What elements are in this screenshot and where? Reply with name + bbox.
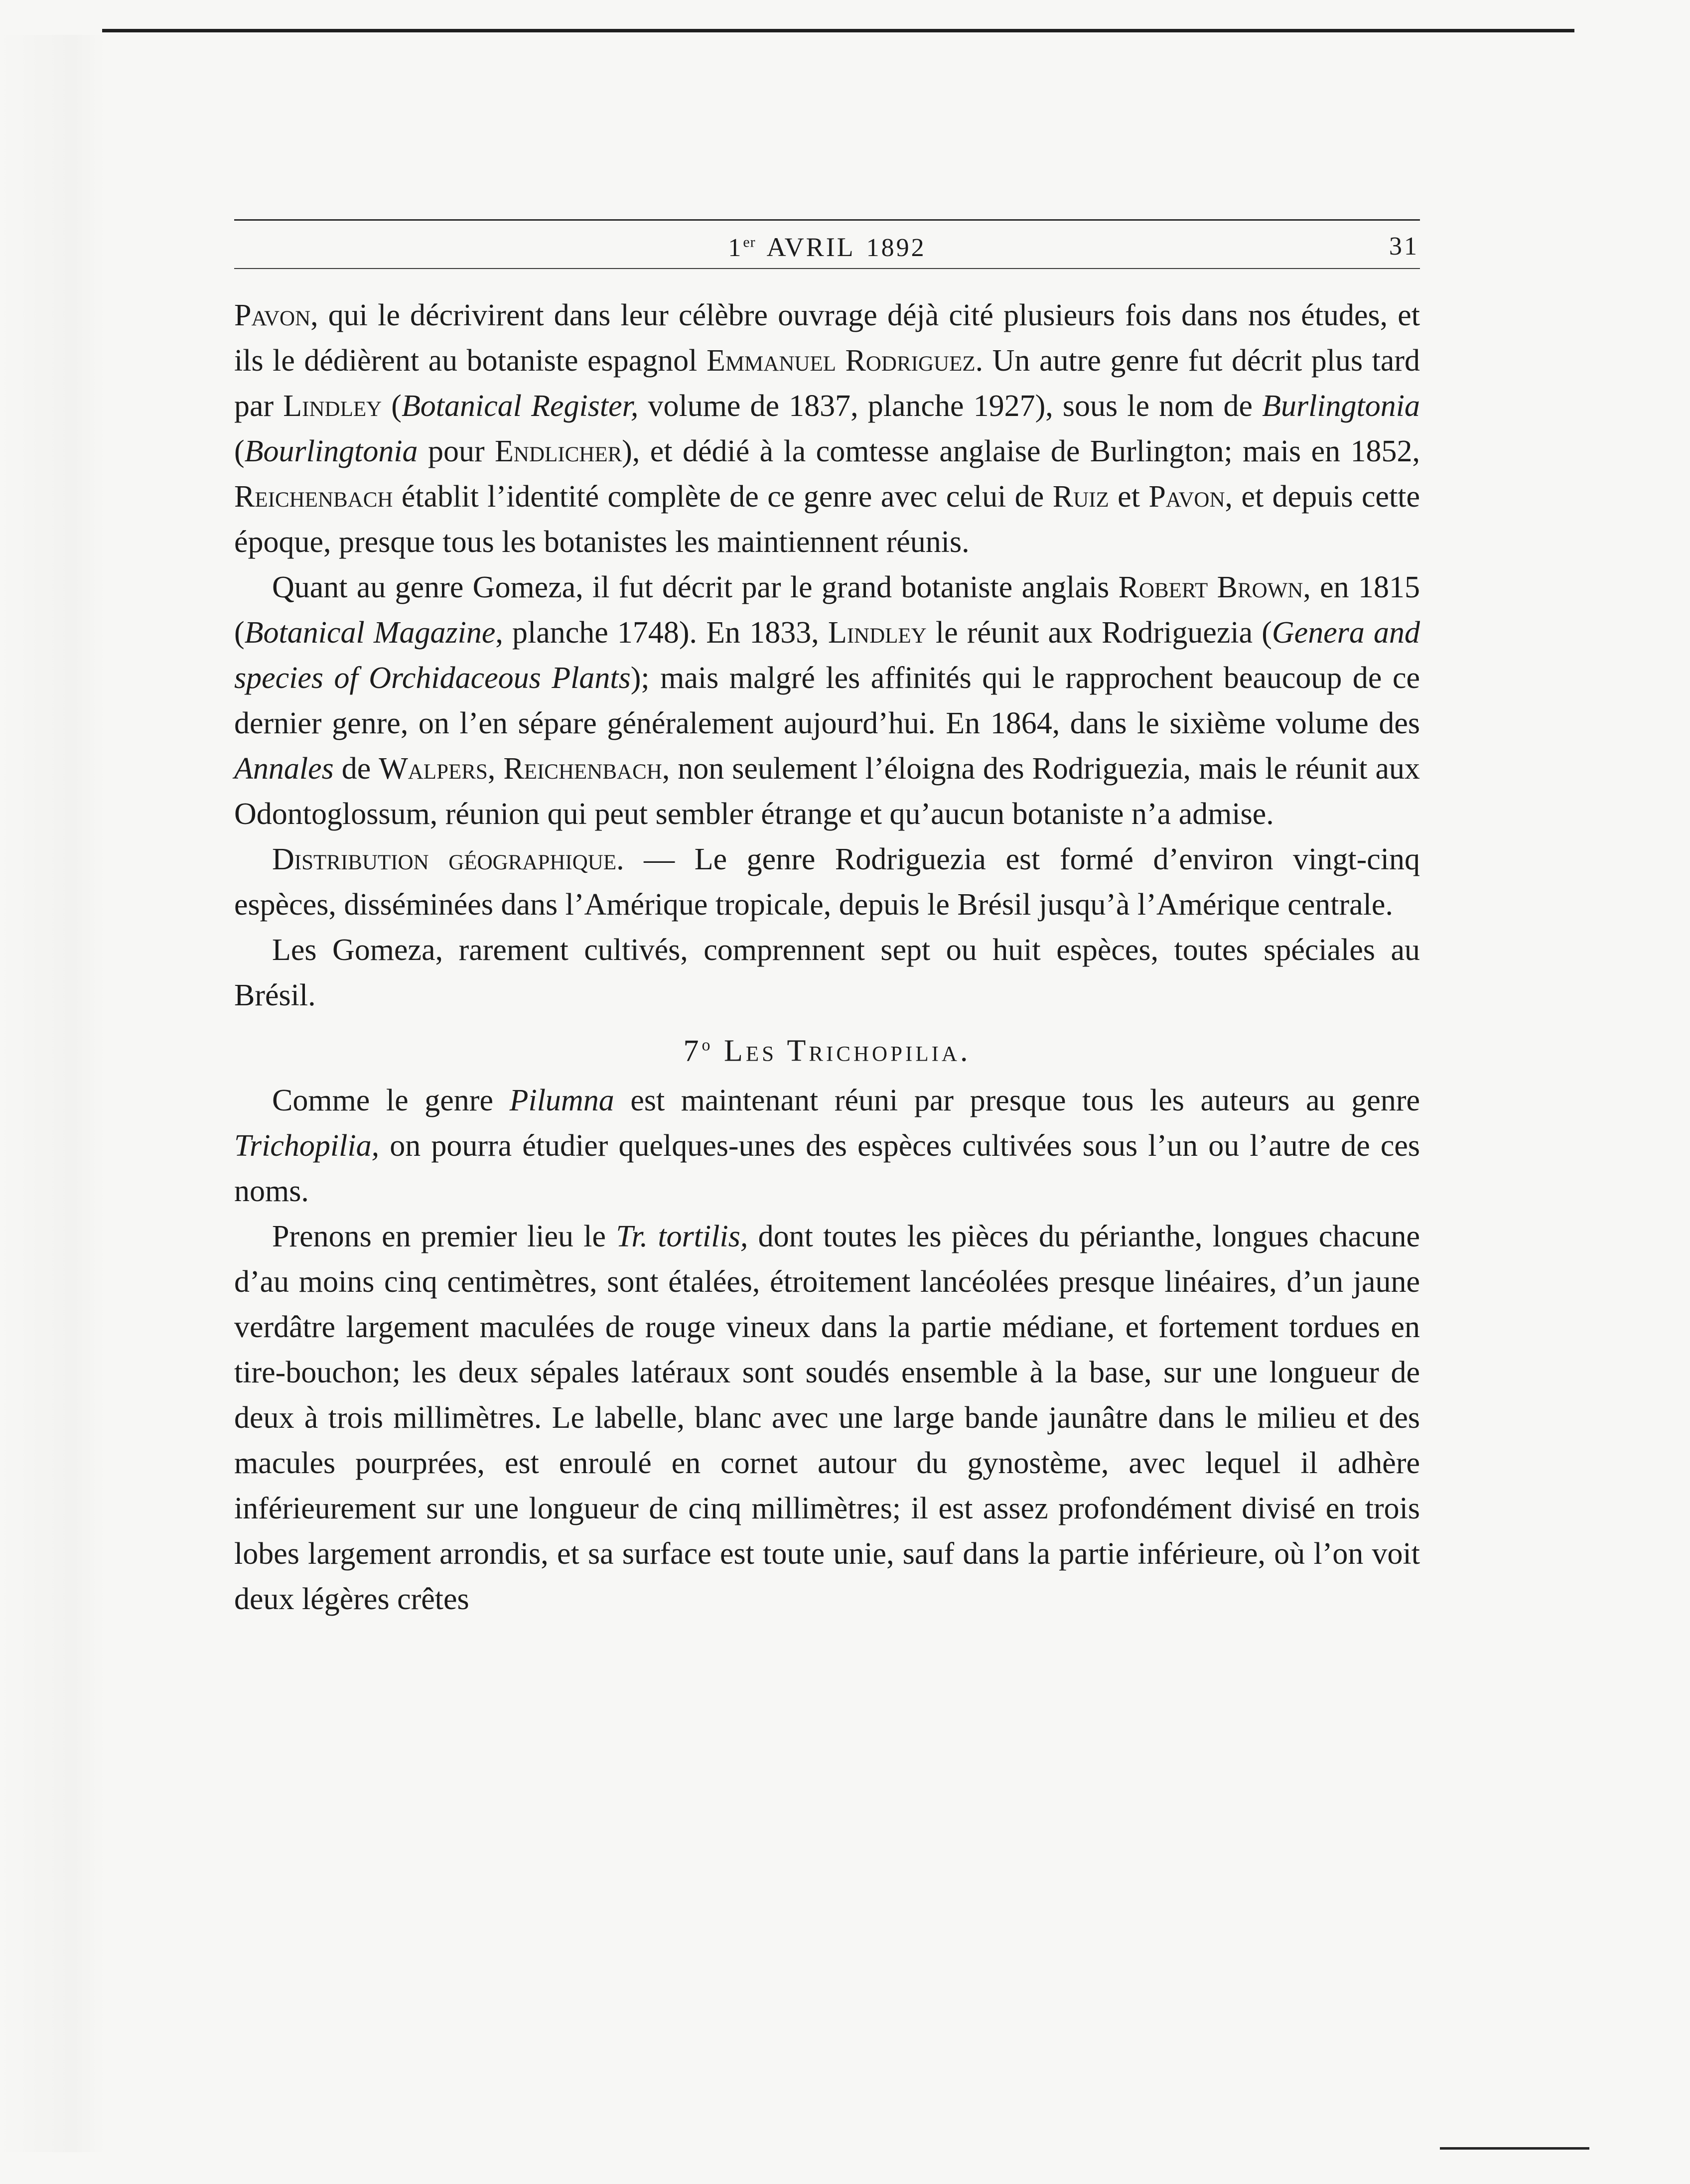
p2-run: , non seulement l’éloigna des Rodriguezia, mais le réunit aux Odontoglossum, réunion qui peut sembler étrange et qu’aucun botaniste n’a admise. <box>234 752 1420 831</box>
p1-run: volume de 1837, planche 1927), sous le nom de <box>638 389 1263 423</box>
p2-run: Annales <box>234 752 334 786</box>
p6-run: Prenons en premier lieu le <box>272 1219 616 1253</box>
p1-run: Burlingtonia <box>1262 389 1420 423</box>
p1-run: établit l’identité complète de ce genre avec celui de <box>393 480 1053 514</box>
p6-run: Tr. tortilis, <box>616 1219 748 1253</box>
running-head-day-suffix: er <box>743 234 756 251</box>
section-number-value: 7 <box>683 1034 702 1068</box>
p3-run: . — Le genre Rodriguezia est formé d’environ vingt-cinq espèces, disséminées dans l’Amérique tropicale, depuis le Brésil jusqu’à l’Amérique centrale. <box>234 842 1420 922</box>
scan-margin-shadow <box>0 35 105 2152</box>
p1-run: Bourlingtonia <box>244 434 418 468</box>
running-head-month: AVRIL <box>766 232 855 262</box>
p1-run: pour <box>418 434 495 468</box>
section-title: Les Trichopilia. <box>724 1034 971 1068</box>
p2-run: Botanical Magazine <box>244 616 496 650</box>
p2-run: Reichenbach <box>503 752 662 786</box>
paragraph-1 <box>234 293 1420 565</box>
p2-run: Quant au genre Gomeza, il fut décrit par le grand botaniste anglais <box>272 570 1119 604</box>
p2-run: , planche 1748). En 1833, <box>495 616 828 650</box>
p1-run: Pavon <box>1148 480 1225 514</box>
p5-run: Pilumna <box>509 1083 614 1117</box>
p1-run: Ruiz <box>1052 480 1109 514</box>
p6-run: dont toutes les pièces du périanthe, longues chacune d’au moins cinq centimètres, sont étalées, étroitement lancéolées presque linéaires, d’un jaune verdâtre largement maculées de rouge vineux dans la partie médiane, et fortement tordues en tire-bouchon; les deux sépales latéraux sont soudés ensemble à la base, sur une longueur de deux à trois millimètres. Le labelle, blanc avec une large bande jaunâtre dans le milieu et des macules pourprées, est enroulé en cornet autour du gynostème, avec lequel il adhère inférieurement sur une longueur de cinq millimètres; il est assez profondément divisé en trois lobes largement arrondis, et sa surface est toute unie, sauf dans la partie inférieure, où l’on voit deux légères crêtes <box>234 1219 1420 1616</box>
running-head-day: 1 <box>728 234 743 262</box>
running-head-date <box>234 232 1420 263</box>
section-number <box>684 1034 713 1068</box>
p1-run: ), et dédié à la comtesse anglaise de Burlington; mais en 1852, <box>622 434 1420 468</box>
p1-run: ( <box>382 389 402 423</box>
p5-run: est maintenant réuni par presque tous les auteurs au genre <box>614 1083 1420 1117</box>
p2-run: de <box>333 752 379 786</box>
running-head-year: 1892 <box>866 234 926 262</box>
scan-edge-top-rule <box>102 29 1574 32</box>
p2-run: ); mais malgré les affinités qui le rapprochent beaucoup de ce dernier genre, on l’en sépare généralement aujourd’hui. En 1864, dans le sixième volume des <box>234 661 1420 740</box>
paragraph-6 <box>234 1214 1420 1622</box>
p2-run: Robert Brown <box>1118 570 1303 604</box>
p5-run: on pourra étudier quelques-unes des espèces cultivées sous l’un ou l’autre de ces noms. <box>234 1128 1420 1208</box>
p1-run: Endlicher <box>495 434 622 468</box>
paragraph-4 <box>234 928 1420 1018</box>
paragraph-2 <box>234 565 1420 837</box>
running-head <box>234 221 1420 268</box>
p1-run: ( <box>234 434 245 468</box>
p2-run: Walpers <box>379 752 488 786</box>
p5-run: Comme le genre <box>272 1083 510 1117</box>
section-heading <box>234 1022 1420 1074</box>
book-page <box>234 219 1420 1622</box>
p1-run: Reichenbach <box>234 480 393 514</box>
p1-run: et <box>1109 480 1149 514</box>
scan-edge-bottom-rule <box>1440 2147 1589 2150</box>
p1-run: , qui le décrivirent dans leur célèbre ouvrage déjà cité plusieurs fois dans nos études, et ils le dédièrent au botaniste espagnol <box>234 298 1420 378</box>
p2-run: Genera and species of Orchidaceous Plants <box>234 616 1420 695</box>
p2-run: Lindley <box>828 616 927 650</box>
p1-run: Botanical Register, <box>401 389 639 423</box>
p1-run: , et depuis cette époque, presque tous les botanistes les maintiennent réunis. <box>234 480 1420 559</box>
paragraph-5 <box>234 1078 1420 1214</box>
paragraph-3 <box>234 837 1420 928</box>
section-number-suffix: o <box>702 1036 713 1054</box>
p3-run: Distribution géographique <box>272 842 617 876</box>
p4-run: Les Gomeza, rarement cultivés, comprennent sept ou huit espèces, toutes spéciales au Brésil. <box>234 933 1420 1012</box>
p1-run: Pavon <box>234 298 311 332</box>
p1-run: Lindley <box>283 389 382 423</box>
header-rule-bottom <box>234 268 1420 269</box>
p1-run: . Un autre genre fut décrit plus tard par <box>234 344 1420 423</box>
p1-run: Emmanuel Rodriguez <box>706 344 976 378</box>
p2-run: , en 1815 ( <box>234 570 1420 650</box>
p2-run: le réunit aux Rodriguezia ( <box>926 616 1272 650</box>
p5-run: Trichopilia, <box>234 1128 380 1163</box>
body-text <box>234 293 1420 1622</box>
p2-run: , <box>487 752 504 786</box>
page-number: 31 <box>1389 232 1419 261</box>
